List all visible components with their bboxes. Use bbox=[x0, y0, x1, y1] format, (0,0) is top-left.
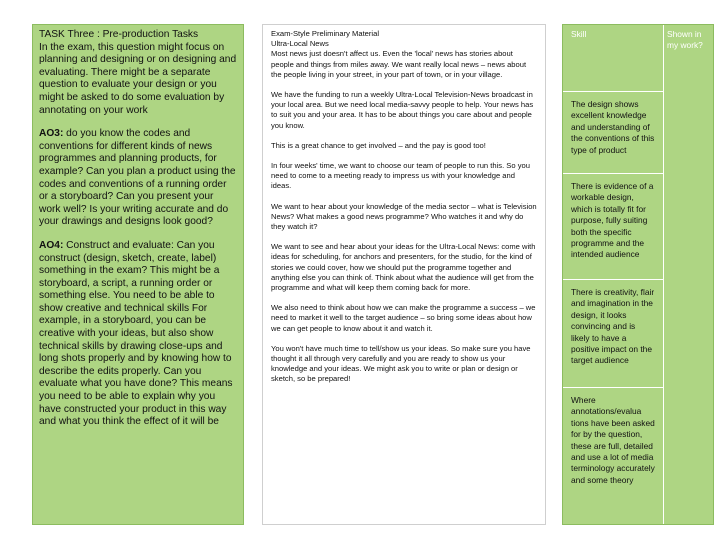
ao3-text: do you know the codes and conventions for different kinds of news programmes and planning products, for example? Can you plan a product using the codes and conventions of a running order or a storyboard? Can you present your work well? Is your writing accurate and do your drawings and designs look good? bbox=[39, 128, 236, 228]
row-divider bbox=[563, 279, 663, 280]
preliminary-material-panel bbox=[262, 24, 546, 525]
task-intro-text: In the exam, this question might focus on planning and designing or on designing and evaluating. There might be a separate question to evaluate your design or you might be asked to do some evaluation by annotating on your work bbox=[39, 41, 237, 116]
task-title: TASK Three : Pre-production Tasks bbox=[39, 29, 199, 40]
row-divider bbox=[563, 387, 663, 388]
material-paragraph: We want to see and hear about your ideas for the Ultra-Local News: come with ideas for scheduling, for anchors and presenters, for the studio, for the kind of stories we could cover, how we should put the programme together and anything else you can think of. Think about what the audience will get from the programme and what will keep them coming back for more. bbox=[271, 242, 536, 293]
ao4-label: AO4: bbox=[39, 239, 64, 251]
material-paragraph: This is a great chance to get involved – and the pay is good too! bbox=[271, 140, 486, 150]
material-paragraph: Most news just doesn't affect us. Even the 'local' news has stories about people and things from miles away. We want really local news – news about the people living in your street, in your part of town, or in your village. bbox=[271, 49, 527, 79]
skill-row-knowledge: The design shows excellent knowledge and understanding of the conventions of this type of product bbox=[571, 99, 655, 155]
material-paragraph: We want to hear about your knowledge of the media sector – what is Television News? What makes a good news programme? Who watches it and why do they watch it? bbox=[271, 201, 537, 232]
material-heading: Exam-Style Preliminary Material bbox=[271, 29, 380, 38]
ao3-paragraph bbox=[39, 128, 237, 229]
task-intro bbox=[39, 29, 237, 117]
material-paragraph: You won't have much time to tell/show us your ideas. So make sure you have thought it all through very carefully and you are ready to show us your knowledge and your ideas. We might ask you to write or plan or design or sketch, so be prepared! bbox=[271, 343, 531, 384]
column-divider bbox=[663, 25, 664, 524]
row-divider bbox=[563, 173, 663, 174]
row-divider bbox=[563, 91, 663, 92]
material-paragraph: In four weeks' time, we want to choose our team of people to run this. So you need to come to a meeting ready to impress us with your knowledge and ideas. bbox=[271, 161, 530, 191]
ao3-label: AO3: bbox=[39, 128, 64, 140]
shown-column-header: Shown in my work? bbox=[667, 29, 703, 50]
task-three-panel bbox=[32, 24, 244, 525]
material-paragraph: We have the funding to run a weekly Ultra-Local Television-News broadcast in your local area. But we need local media-savvy people to help. Your news has to suit you and your area. It has to be about things you care about and people you know. bbox=[271, 90, 534, 130]
skills-checklist-panel bbox=[562, 24, 714, 525]
material-subheading: Ultra-Local News bbox=[271, 39, 329, 49]
ao4-paragraph bbox=[39, 240, 237, 429]
skill-row-workable-design: There is evidence of a workable design, which is totally fit for purpose, fully suiting both the specific programme and the intended audience bbox=[571, 181, 654, 260]
ao4-text: Construct and evaluate: Can you construct (design, sketch, create, label) something in the exam? This might be a storyboard, a script, a running order or something else. You need to be able to show creative and technical skills For example, in a storyboard, you can be creative with your ideas, but also show technical skills by drawing close-ups and long shots properly and by knowing how to describe the edits properly. Can you evaluate what you have done? This means you need to be able to explain why you have constructed your product in this way and what you think the effect of it will be bbox=[39, 239, 233, 428]
skill-row-annotations: Where annotations/evalua tions have been asked for by the question, these are full, detailed and use a lot of media terminology accurately and some theory bbox=[571, 395, 655, 485]
skill-row-creativity: There is creativity, flair and imagination in the design, it looks convincing and is likely to have a positive impact on the target audience bbox=[571, 287, 655, 366]
skill-column-header: Skill bbox=[571, 29, 587, 39]
material-paragraph: We also need to think about how we can make the programme a success – we need to market it well to the target audience – so bring some ideas about how we can get people to know about it and watch it. bbox=[271, 303, 536, 333]
